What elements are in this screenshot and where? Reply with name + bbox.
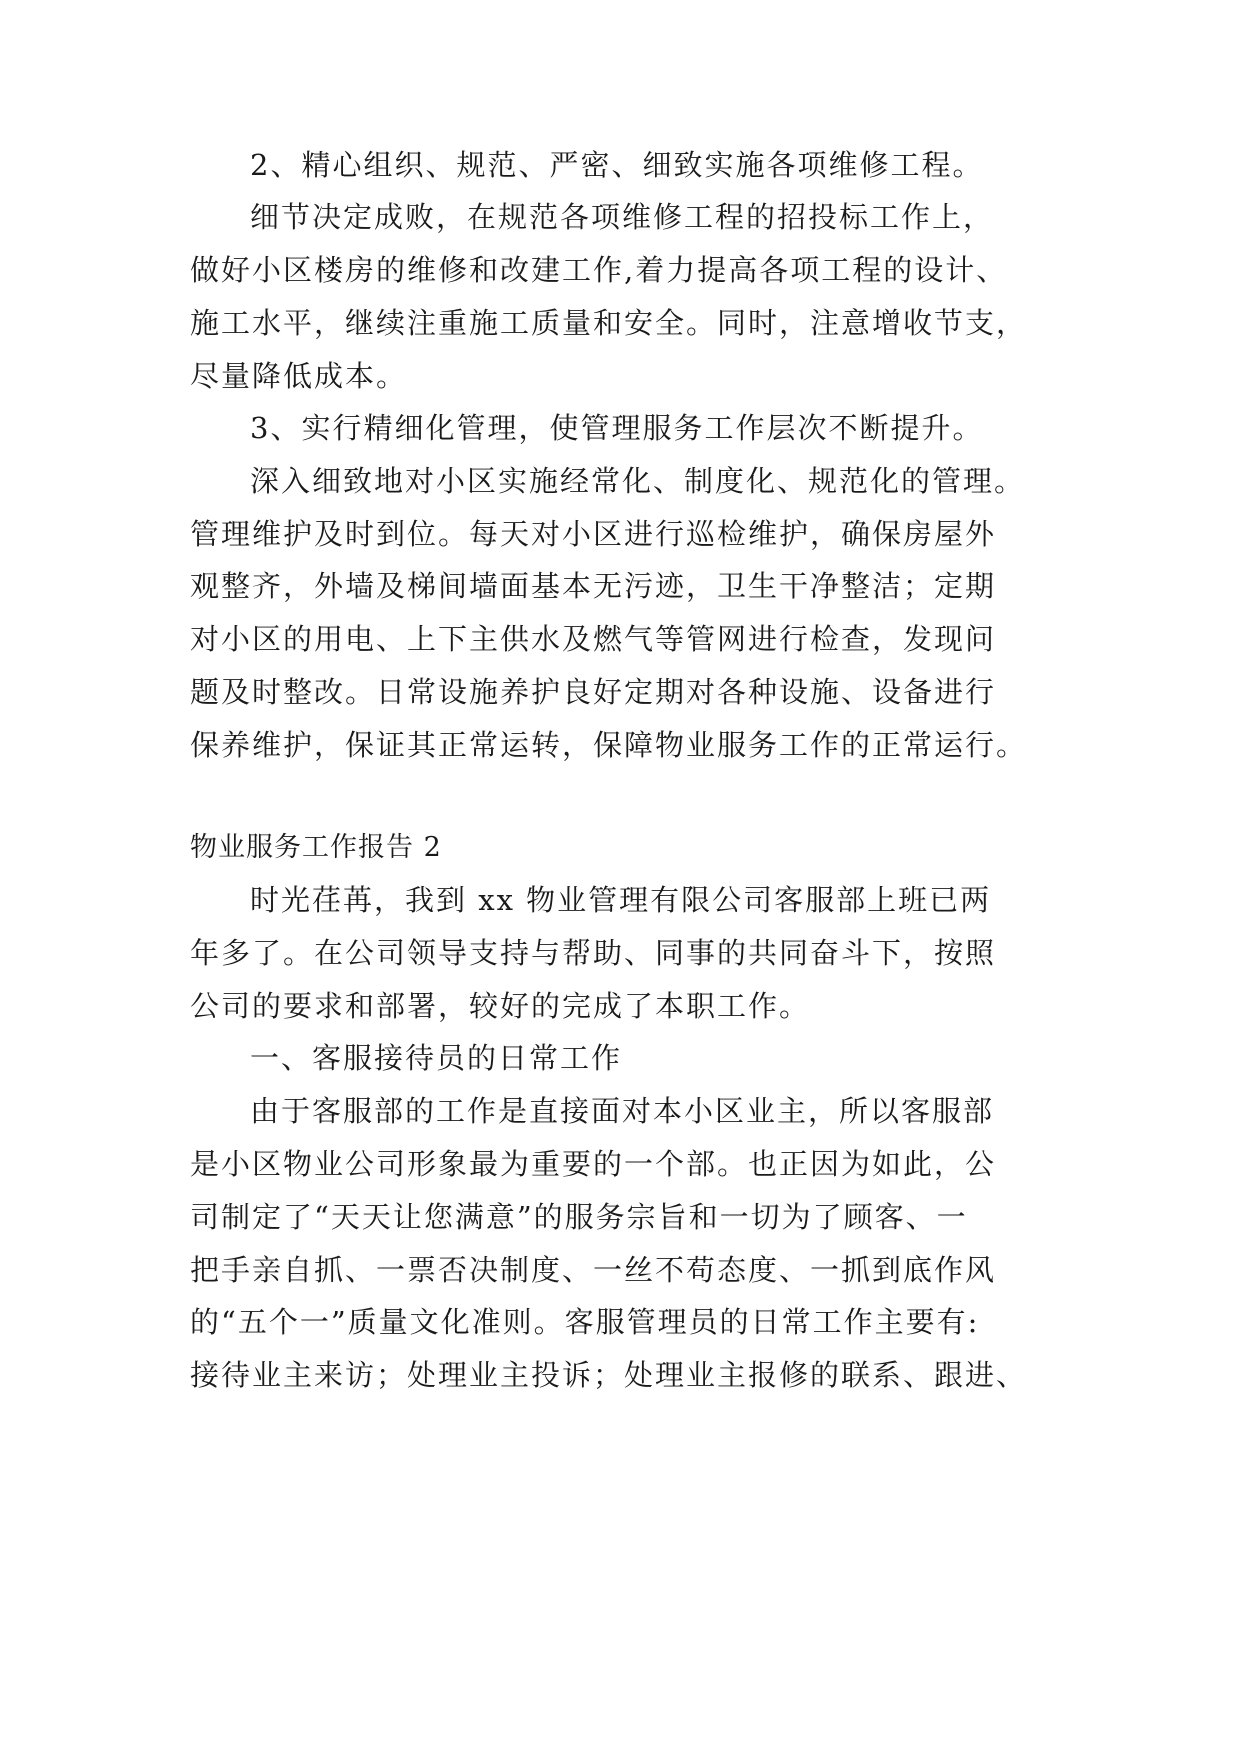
paragraph-line: 施工水平，继续注重施工质量和安全。同时，注意增收节支， <box>190 306 1028 340</box>
subheading: 一、客服接待员的日常工作 <box>250 1041 623 1075</box>
paragraph-line: 接待业主来访；处理业主投诉；处理业主报修的联系、跟进、 <box>190 1358 1028 1392</box>
paragraph-line: 题及时整改。日常设施养护良好定期对各种设施、设备进行 <box>190 675 997 709</box>
paragraph-line: 是小区物业公司形象最为重要的一个部。也正因为如此，公 <box>190 1147 997 1181</box>
heading-item-3: 3、实行精细化管理，使管理服务工作层次不断提升。 <box>250 411 984 445</box>
paragraph-line: 时光荏苒，我到 xx 物业管理有限公司客服部上班已两 <box>250 883 992 917</box>
paragraph-line: 细节决定成败，在规范各项维修工程的招投标工作上， <box>250 200 995 234</box>
paragraph-line: 深入细致地对小区实施经常化、制度化、规范化的管理。 <box>250 464 1026 498</box>
paragraph-line: 对小区的用电、上下主供水及燃气等管网进行检查，发现问 <box>190 622 997 656</box>
heading-item-2: 2、精心组织、规范、严密、细致实施各项维修工程。 <box>250 148 984 182</box>
report-title: 物业服务工作报告 2 <box>190 832 442 863</box>
paragraph-line: 由于客服部的工作是直接面对本小区业主，所以客服部 <box>250 1094 995 1128</box>
paragraph-line: 保养维护，保证其正常运转，保障物业服务工作的正常运行。 <box>190 728 1028 762</box>
paragraph-line: 的“五个一”质量文化准则。客服管理员的日常工作主要有: <box>190 1305 980 1339</box>
paragraph-line: 司制定了“天天让您满意”的服务宗旨和一切为了顾客、一 <box>190 1200 968 1234</box>
paragraph-line: 观整齐，外墙及梯间墙面基本无污迹，卫生干净整洁；定期 <box>190 569 997 603</box>
paragraph-line: 管理维护及时到位。每天对小区进行巡检维护，确保房屋外 <box>190 517 997 551</box>
paragraph-line: 做好小区楼房的维修和改建工作,着力提高各项工程的设计、 <box>190 253 1008 287</box>
paragraph-line: 尽量降低成本。 <box>190 359 408 393</box>
paragraph-line: 公司的要求和部署，较好的完成了本职工作。 <box>190 989 811 1023</box>
paragraph-line: 把手亲自抓、一票否决制度、一丝不苟态度、一抓到底作风 <box>190 1253 997 1287</box>
paragraph-line: 年多了。在公司领导支持与帮助、同事的共同奋斗下，按照 <box>190 936 997 970</box>
